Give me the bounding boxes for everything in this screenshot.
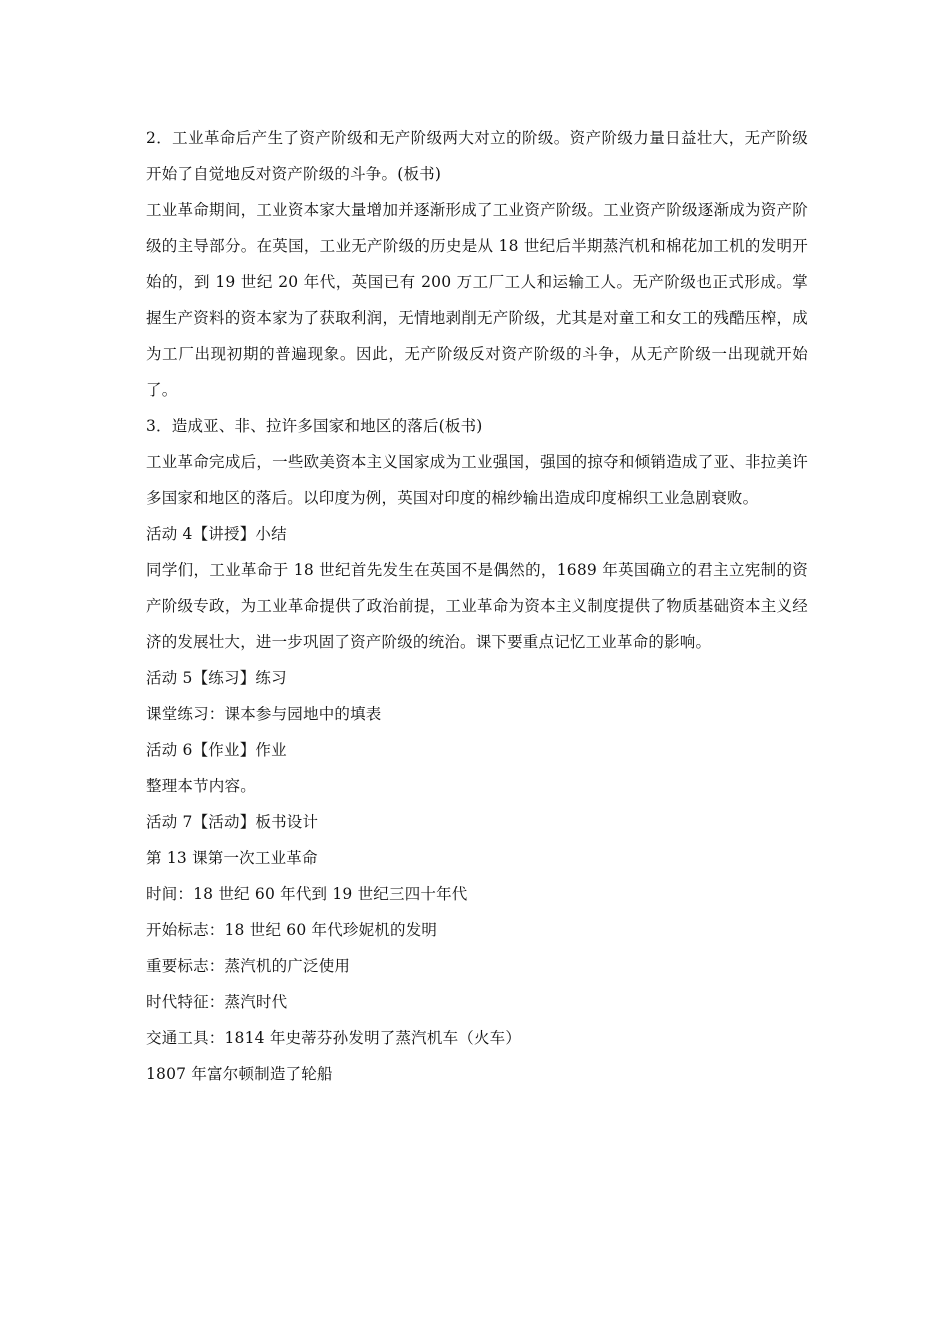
activity-5-exercise: 课堂练习：课本参与园地中的填表 [146, 705, 382, 723]
board-time: 时间：18 世纪 60 年代到 19 世纪三四十年代 [146, 885, 468, 903]
paragraph-impact-2-body: 工业革命期间，工业资本家大量增加并逐渐形成了工业资产阶级。工业资产阶级逐渐成为资产阶级的主导部分。在英国，工业无产阶级的历史是从 18 世纪后半期蒸汽机和棉花加工机的发明开始的，到 19 世纪 20 年代，英国已有 200 万工厂工人和运输工人。无产阶级也正式形成。掌握生产资料的资本家为了获取利润，无情地剥削无产阶级，尤其是对童工和女工的残酷压榨，成为工厂出现初期的普遍现象。因此，无产阶级反对资产阶级的斗争，从无产阶级一出现就开始了。 [146, 201, 808, 399]
activity-6-heading: 活动 6【作业】作业 [146, 741, 287, 759]
board-key-mark: 重要标志：蒸汽机的广泛使用 [146, 957, 351, 975]
activity-7-heading: 活动 7【活动】板书设计 [146, 813, 319, 831]
activity-4-heading: 活动 4【讲授】小结 [146, 525, 287, 543]
board-start-mark: 开始标志：18 世纪 60 年代珍妮机的发明 [146, 921, 438, 939]
paragraph-impact-2-heading: 2．工业革命后产生了资产阶级和无产阶级两大对立的阶级。资产阶级力量日益壮大，无产阶级开始了自觉地反对资产阶级的斗争。(板书) [146, 129, 808, 183]
paragraph-impact-3-heading: 3．造成亚、非、拉许多国家和地区的落后(板书) [146, 417, 483, 435]
activity-6-homework: 整理本节内容。 [146, 777, 256, 795]
document-body [146, 120, 808, 1092]
board-lesson-title: 第 13 课第一次工业革命 [146, 849, 318, 867]
activity-5-heading: 活动 5【练习】练习 [146, 669, 287, 687]
board-transport-steamship: 1807 年富尔顿制造了轮船 [146, 1065, 333, 1083]
board-era-feature: 时代特征：蒸汽时代 [146, 993, 288, 1011]
board-transport-locomotive: 交通工具：1814 年史蒂芬孙发明了蒸汽机车（火车） [146, 1029, 522, 1047]
activity-4-summary: 同学们，工业革命于 18 世纪首先发生在英国不是偶然的，1689 年英国确立的君主立宪制的资产阶级专政，为工业革命提供了政治前提，工业革命为资本主义制度提供了物质基础资本主义经济的发展壮大，进一步巩固了资产阶级的统治。课下要重点记忆工业革命的影响。 [146, 561, 808, 651]
paragraph-impact-3-body: 工业革命完成后，一些欧美资本主义国家成为工业强国，强国的掠夺和倾销造成了亚、非拉美许多国家和地区的落后。以印度为例，英国对印度的棉纱输出造成印度棉织工业急剧衰败。 [146, 453, 808, 507]
